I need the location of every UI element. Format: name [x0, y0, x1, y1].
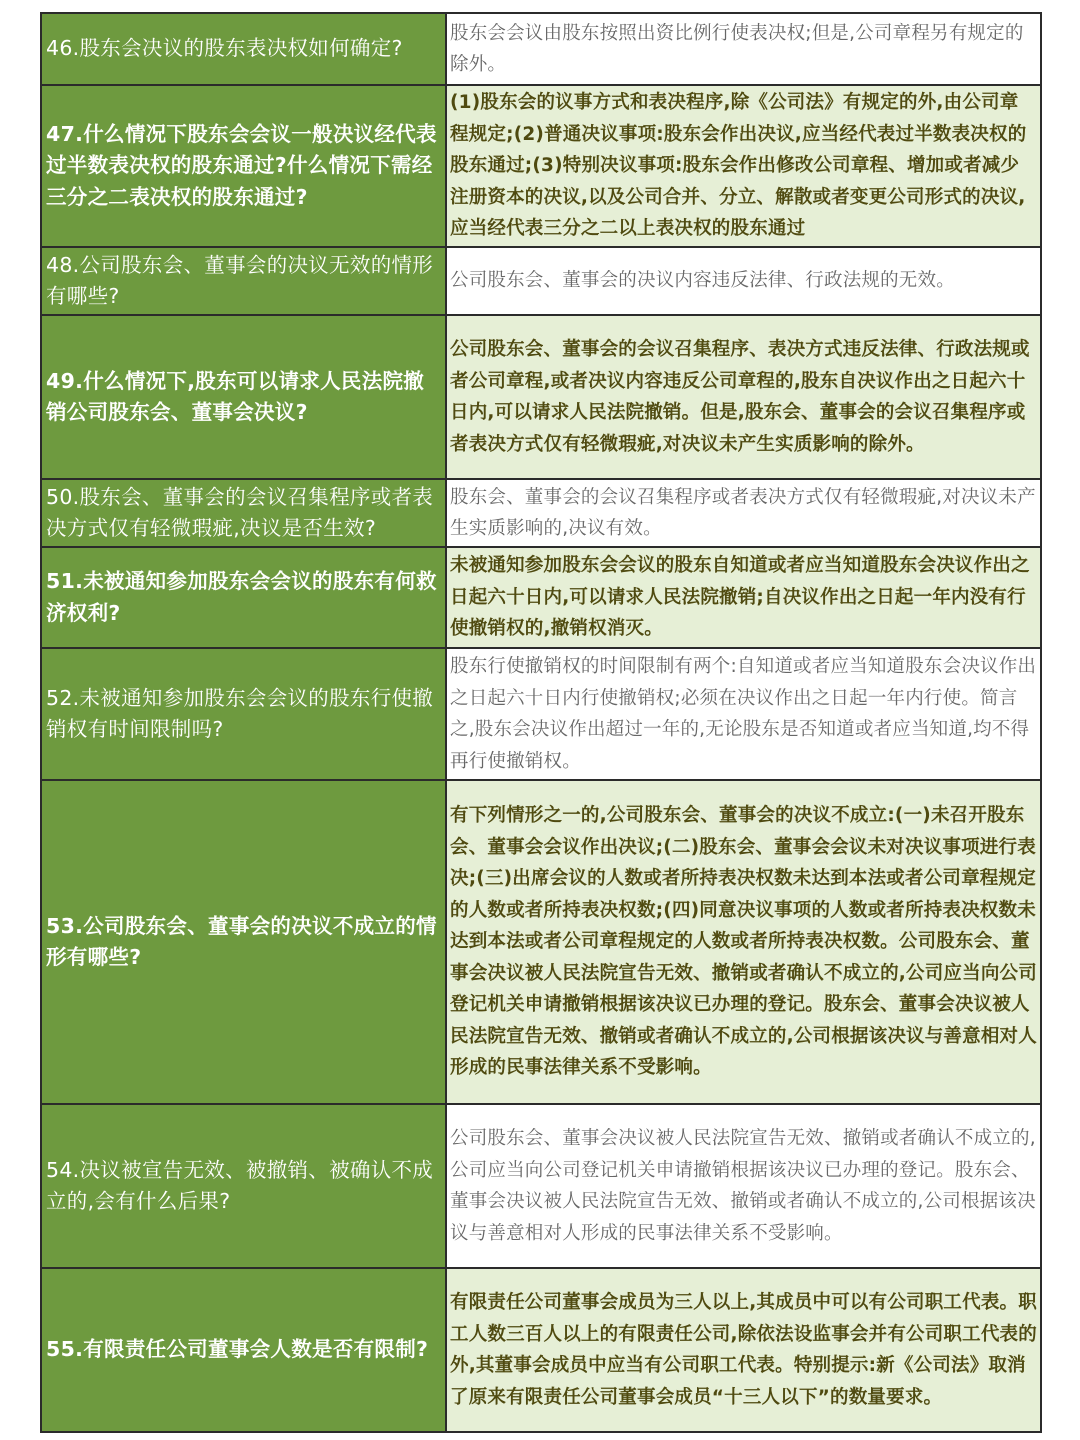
question-text: 53.公司股东会、董事会的决议不成立的情形有哪些? [46, 913, 437, 969]
answer-cell [447, 248, 1040, 314]
table-row [42, 779, 1040, 1103]
answer-text: 股东会会议由股东按照出资比例行使表决权;但是,公司章程另有规定的除外。 [450, 22, 1024, 75]
question-cell [42, 649, 447, 779]
answer-cell [447, 548, 1040, 647]
question-cell [42, 316, 447, 478]
question-cell [42, 1269, 447, 1431]
table-row [42, 647, 1040, 779]
question-cell [42, 248, 447, 314]
answer-text: 有限责任公司董事会成员为三人以上,其成员中可以有公司职工代表。职工人数三百人以上的有限责任公司,除依法设监事会并有公司职工代表的外,其董事会成员中应当有公司职工代表。特别提示:新《公司法》取消了原来有限责任公司董事会成员“十三人以下”的数量要求。 [450, 1292, 1037, 1408]
answer-text: 公司股东会、董事会的会议召集程序、表决方式违反法律、行政法规或者公司章程,或者决议内容违反公司章程的,股东自决议作出之日起六十日内,可以请求人民法院撤销。但是,股东会、董事会的会议召集程序或者表决方式仅有轻微瑕疵,对决议未产生实质影响的除外。 [450, 339, 1030, 455]
answer-cell [447, 316, 1040, 478]
question-text: 54.决议被宣告无效、被撤销、被确认不成立的,会有什么后果? [46, 1157, 434, 1213]
table-row [42, 314, 1040, 478]
answer-text: 股东行使撤销权的时间限制有两个:自知道或者应当知道股东会决议作出之日起六十日内行使撤销权;必须在决议作出之日起一年内行使。简言之,股东会决议作出超过一年的,无论股东是否知道或者应当知道,均不得再行使撤销权。 [450, 656, 1037, 772]
question-text: 49.什么情况下,股东可以请求人民法院撤销公司股东会、董事会决议? [46, 368, 425, 424]
table-row [42, 478, 1040, 546]
answer-cell [447, 649, 1040, 779]
question-text: 48.公司股东会、董事会的决议无效的情形有哪些? [46, 252, 434, 308]
qa-table [40, 12, 1042, 1433]
question-cell [42, 14, 447, 84]
answer-cell [447, 1269, 1040, 1431]
answer-cell [447, 1105, 1040, 1267]
question-text: 50.股东会、董事会的会议召集程序或者表决方式仅有轻微瑕疵,决议是否生效? [46, 484, 434, 540]
table-row [42, 84, 1040, 246]
answer-cell [447, 781, 1040, 1103]
question-text: 46.股东会决议的股东表决权如何确定? [46, 36, 403, 61]
question-text: 55.有限责任公司董事会人数是否有限制? [46, 1337, 429, 1362]
table-row [42, 246, 1040, 314]
answer-cell [447, 480, 1040, 546]
question-cell [42, 480, 447, 546]
table-row [42, 546, 1040, 647]
answer-text: (1)股东会的议事方式和表决程序,除《公司法》有规定的外,由公司章程规定;(2)普通决议事项:股东会作出决议,应当经代表过半数表决权的股东通过;(3)特别决议事项:股东会作出修改公司章程、增加或者减少注册资本的决议,以及公司合并、分立、解散或者变更公司形式的决议,应当经代表三分之二以上表决权的股东通过 [450, 92, 1027, 240]
answer-text: 公司股东会、董事会决议被人民法院宣告无效、撤销或者确认不成立的,公司应当向公司登记机关申请撤销根据该决议已办理的登记。股东会、董事会决议被人民法院宣告无效、撤销或者确认不成立的,公司根据该决议与善意相对人形成的民事法律关系不受影响。 [450, 1128, 1036, 1244]
table-row [42, 1267, 1040, 1431]
answer-text: 有下列情形之一的,公司股东会、董事会的决议不成立:(一)未召开股东会、董事会会议作出决议;(二)股东会、董事会会议未对决议事项进行表决;(三)出席会议的人数或者所持表决权数未达到本法或者公司章程规定的人数或者所持表决权数;(四)同意决议事项的人数或者所持表决权数未达到本法或者公司章程规定的人数或者所持表决权数。公司股东会、董事会决议被人民法院宣告无效、撤销或者确认不成立的,公司应当向公司登记机关申请撤销根据该决议已办理的登记。股东会、董事会决议被人民法院宣告无效、撤销或者确认不成立的,公司根据该决议与善意相对人形成的民事法律关系不受影响。 [450, 805, 1037, 1079]
table-row [42, 1103, 1040, 1267]
answer-text: 股东会、董事会的会议召集程序或者表决方式仅有轻微瑕疵,对决议未产生实质影响的,决议有效。 [450, 486, 1036, 539]
question-text: 47.什么情况下股东会会议一般决议经代表过半数表决权的股东通过?什么情况下需经三分之二表决权的股东通过? [46, 121, 437, 209]
answer-text: 未被通知参加股东会会议的股东自知道或者应当知道股东会决议作出之日起六十日内,可以请求人民法院撤销;自决议作出之日起一年内没有行使撤销权的,撤销权消灭。 [450, 555, 1030, 640]
answer-cell [447, 86, 1040, 246]
answer-text: 公司股东会、董事会的决议内容违反法律、行政法规的无效。 [450, 270, 955, 292]
question-cell [42, 781, 447, 1103]
question-text: 51.未被通知参加股东会会议的股东有何救济权利? [46, 569, 437, 625]
question-cell [42, 86, 447, 246]
question-cell [42, 548, 447, 647]
table-row [42, 14, 1040, 84]
question-cell [42, 1105, 447, 1267]
answer-cell [447, 14, 1040, 84]
question-text: 52.未被通知参加股东会会议的股东行使撤销权有时间限制吗? [46, 685, 434, 741]
